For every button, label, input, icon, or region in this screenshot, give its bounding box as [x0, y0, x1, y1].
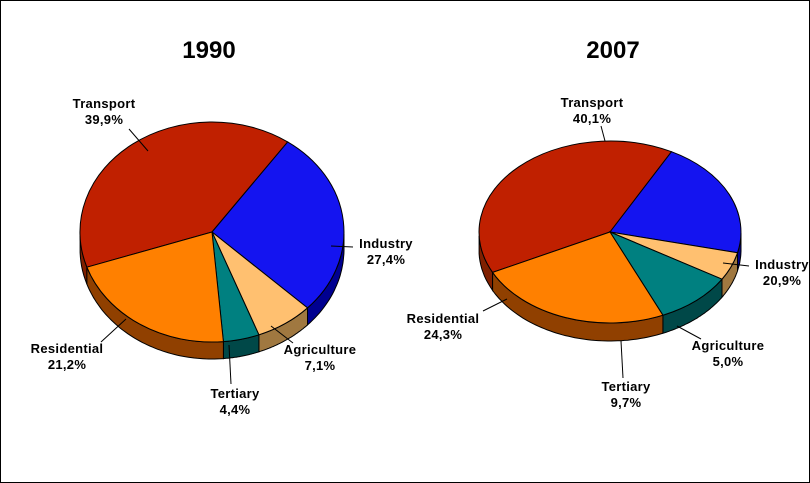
pie-chart-1990 — [31, 37, 414, 417]
pie-chart-2007 — [407, 37, 809, 410]
slice-value-transport: 40,1% — [572, 111, 612, 126]
slice-label-industry: Industry — [359, 236, 413, 251]
leader-line-tertiary — [621, 341, 623, 378]
chart-title: 1990 — [182, 37, 236, 64]
slice-value-residential: 21,2% — [47, 357, 87, 372]
slice-value-residential: 24,3% — [423, 327, 463, 342]
pie-charts — [1, 1, 809, 482]
slice-label-residential: Residential — [30, 341, 104, 356]
chart-title: 2007 — [586, 37, 640, 64]
slice-value-industry: 20,9% — [762, 273, 802, 288]
slice-value-tertiary: 4,4% — [219, 402, 251, 417]
slice-value-transport: 39,9% — [84, 112, 124, 127]
slice-label-residential: Residential — [406, 311, 480, 326]
slice-label-agriculture: Agriculture — [283, 342, 357, 357]
pie-top — [80, 122, 344, 342]
slice-label-agriculture: Agriculture — [691, 338, 765, 353]
slice-value-industry: 27,4% — [366, 252, 406, 267]
pie-top — [479, 141, 741, 323]
slice-value-agriculture: 7,1% — [304, 358, 336, 373]
slice-label-industry: Industry — [755, 257, 809, 272]
slice-label-transport: Transport — [72, 96, 136, 111]
slice-label-tertiary: Tertiary — [601, 379, 651, 394]
leader-line-transport — [601, 126, 605, 141]
slice-label-tertiary: Tertiary — [210, 386, 260, 401]
slice-value-agriculture: 5,0% — [712, 354, 744, 369]
slice-value-tertiary: 9,7% — [610, 395, 642, 410]
leader-line-residential — [483, 299, 507, 311]
slice-label-transport: Transport — [560, 95, 624, 110]
